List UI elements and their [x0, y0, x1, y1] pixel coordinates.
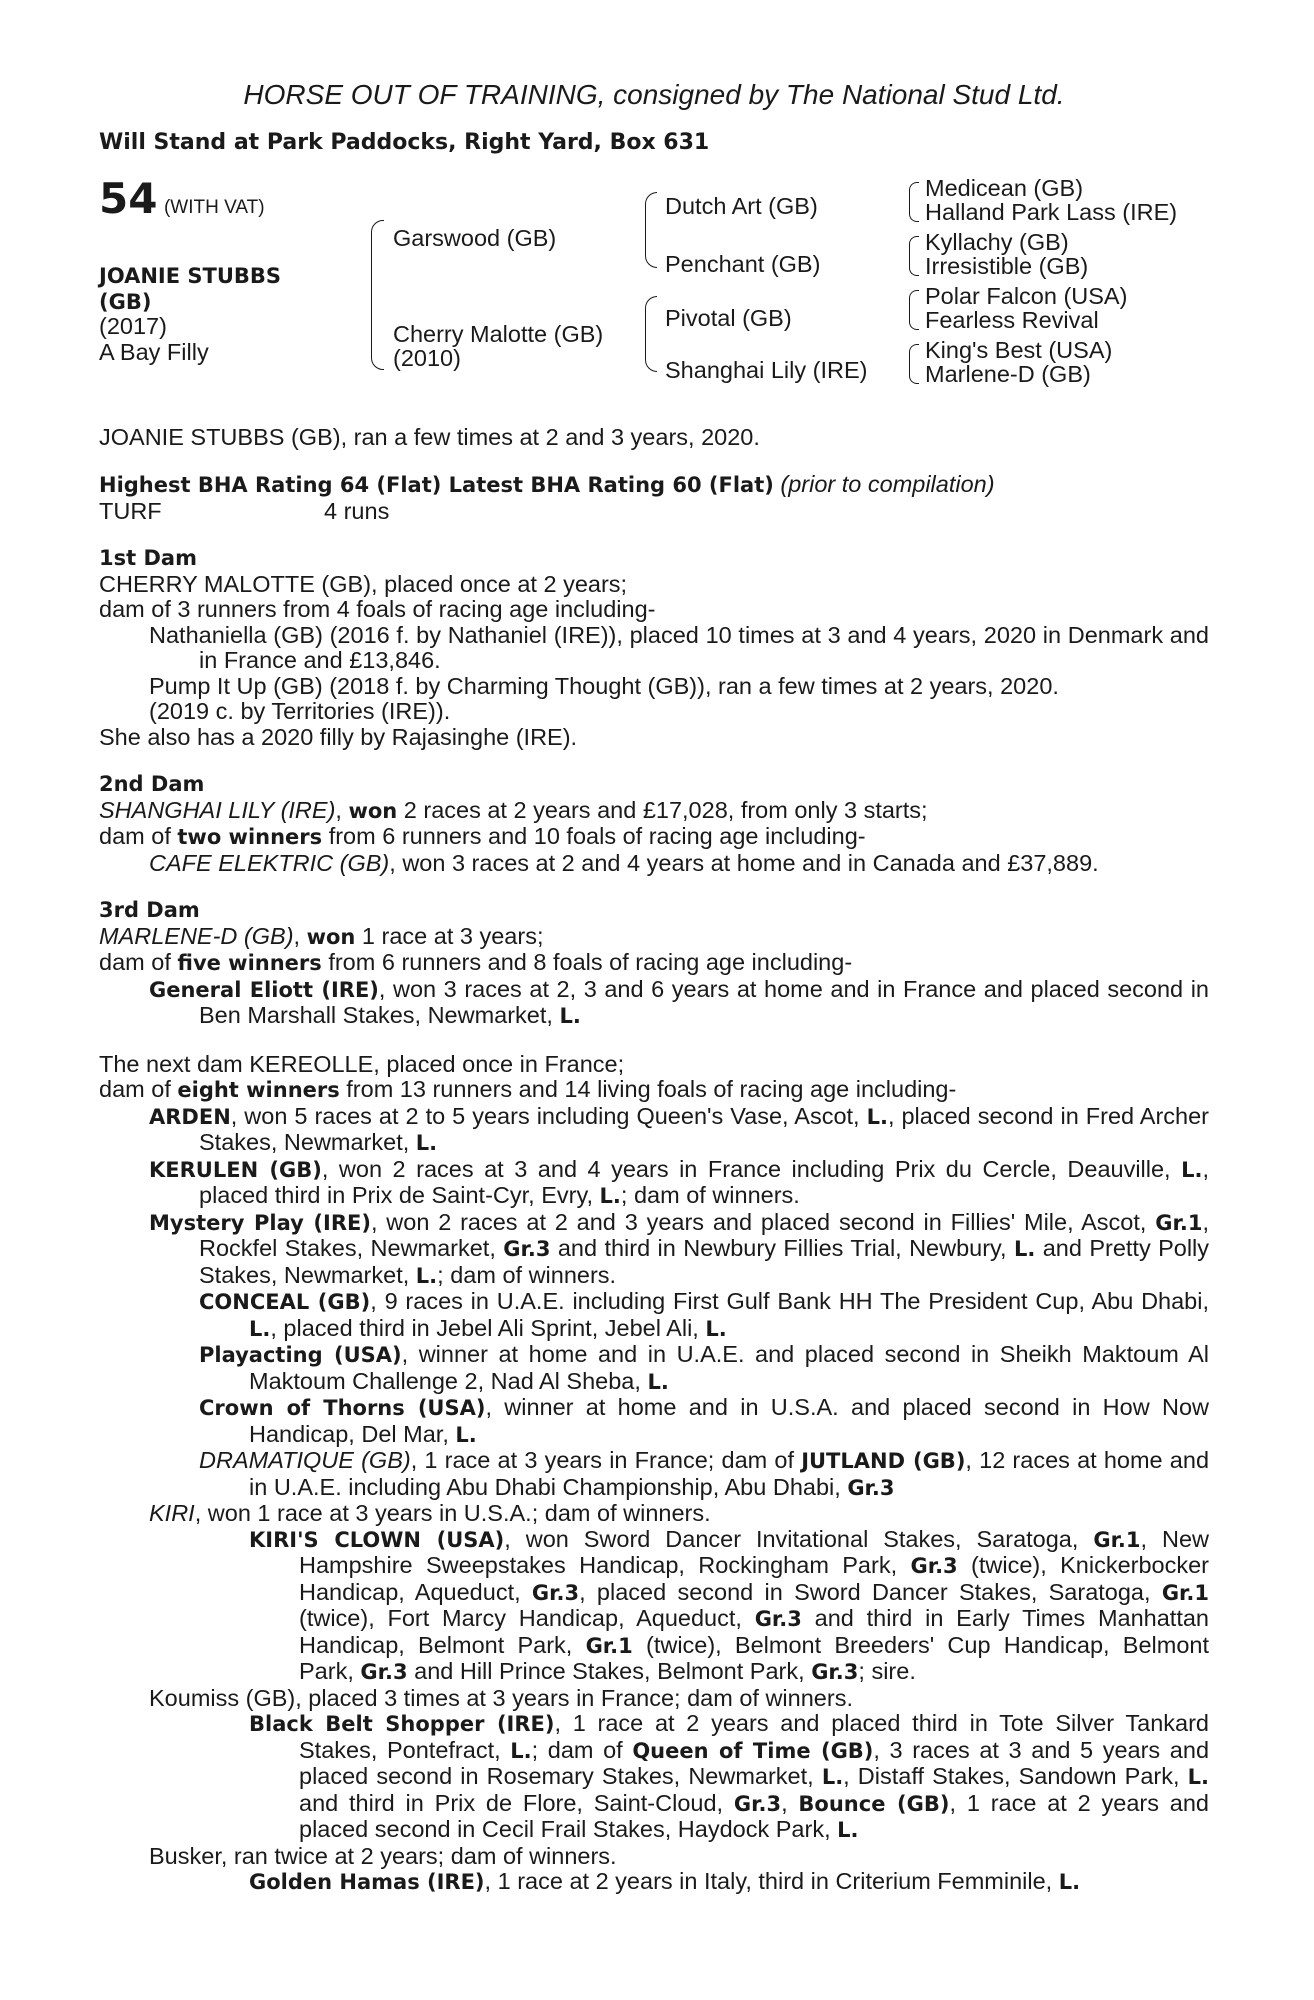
produce-entry: Nathaniella (GB) (2016 f. by Nathaniel (IRE)), placed 10 times at 3 and 4 years, 2020 in Denmark and in France and £13,846. [149, 621, 1209, 673]
consignor-header: HORSE OUT OF TRAINING, consigned by The National Stud Ltd. [243, 79, 1065, 110]
produce-entry: Koumiss (GB), placed 3 times at 3 years in France; dam of winners. [149, 1684, 853, 1711]
stand-location: Will Stand at Park Paddocks, Right Yard, Box 631 [99, 130, 710, 155]
pedigree-brace [909, 182, 919, 222]
ancestor: Kyllachy (GB) [925, 228, 1069, 255]
pedigree-brace [645, 296, 657, 372]
runs-line [99, 499, 1209, 525]
dam-line: SHANGHAI LILY (IRE), won 2 races at 2 years and £17,028, from only 3 starts; [99, 796, 928, 823]
pedigree-brace [909, 236, 919, 276]
produce-entry: KERULEN (GB), won 2 races at 3 and 4 years in France including Prix du Cercle, Deauville, L., placed third in Prix de Saint-Cyr, Evry, L.; dam of winners. [149, 1155, 1209, 1208]
lot-number: 54 [99, 173, 158, 223]
horse-origin: (GB) [99, 289, 152, 314]
sire-sire: Dutch Art (GB) [665, 192, 818, 219]
dam-line: dam of five winners from 6 runners and 8 foals of racing age including- [99, 949, 853, 975]
section-title: 2nd Dam [99, 772, 205, 796]
produce-entry: (2019 c. by Territories (IRE)). [149, 698, 451, 724]
produce-entry: CONCEAL (GB), 9 races in U.A.E. including First Gulf Bank HH The President Cup, Abu Dhabi, L., placed third in Jebel Ali Sprint, Jebel Ali, L. [199, 1288, 1209, 1341]
dam-year: (2010) [393, 344, 461, 371]
produce-entry: Playacting (USA), winner at home and in U.A.E. and placed second in Sheikh Maktoum Al Maktoum Challenge 2, Nad Al Sheba, L. [199, 1341, 1209, 1394]
section-title: 1st Dam [99, 546, 197, 570]
ratings-text: Highest BHA Rating 64 (Flat) Latest BHA Rating 60 (Flat) [99, 473, 774, 497]
runs-count: 4 runs [324, 497, 390, 524]
produce-entry: KIRI'S CLOWN (USA), won Sword Dancer Invitational Stakes, Saratoga, Gr.1, New Hampshire Sweepstakes Handicap, Rockingham Park, Gr.3 (twice), Knickerbocker Handicap, Aqueduct, Gr.3, placed second in Sword Dancer Stakes, Saratoga, Gr.1 (twice), Fort Marcy Handicap, Aqueduct, Gr.3 and third in Early Times Manhattan Handicap, Belmont Park, Gr.1 (twice), Belmont Breeders' Cup Handicap, Belmont Park, Gr.3 and Hill Prince Stakes, Belmont Park, Gr.3; sire. [249, 1525, 1210, 1684]
pedigree-brace [645, 192, 657, 268]
pedigree-brace [371, 220, 384, 370]
ancestor: Marlene-D (GB) [925, 360, 1091, 387]
ancestor: Fearless Revival [925, 306, 1099, 333]
section-title: 3rd Dam [99, 898, 200, 922]
dam-dam: Shanghai Lily (IRE) [665, 356, 868, 383]
ratings-line [99, 472, 1209, 499]
produce-entry: Black Belt Shopper (IRE), 1 race at 2 years and placed third in Tote Silver Tankard Stakes, Pontefract, L.; dam of Queen of Time (GB), 3 races at 3 and 5 years and placed second in Rosemary Stakes, Newmarket, L., Distaff Stakes, Sandown Park, L. and third in Prix de Flore, Saint-Cloud, Gr.3, Bounce (GB), 1 race at 2 years and placed second in Cecil Frail Stakes, Haydock Park, L. [249, 1710, 1210, 1842]
dam-line: CHERRY MALOTTE (GB), placed once at 2 years; [99, 570, 628, 597]
sire-dam: Penchant (GB) [665, 250, 821, 277]
produce-entry: DRAMATIQUE (GB), 1 race at 3 years in France; dam of JUTLAND (GB), 12 races at home and in U.A.E. including Abu Dhabi Championship, Abu Dhabi, Gr.3 [199, 1447, 1210, 1500]
dam-footnote: She also has a 2020 filly by Rajasinghe (IRE). [99, 723, 578, 750]
dam-line: MARLENE-D (GB), won 1 race at 3 years; [99, 922, 544, 949]
dam: Cherry Malotte (GB) [393, 320, 604, 347]
sire: Garswood (GB) [393, 224, 557, 251]
ancestor: Polar Falcon (USA) [925, 282, 1128, 309]
dam-line: dam of 3 runners from 4 foals of racing age including- [99, 596, 656, 622]
horse-description: A Bay Filly [99, 338, 209, 365]
produce-entry: CAFE ELEKTRIC (GB), won 3 races at 2 and 4 years at home and in Canada and £37,889. [149, 849, 1099, 876]
ancestor: Medicean (GB) [925, 174, 1084, 201]
dam-line: dam of two winners from 6 runners and 10 foals of racing age including- [99, 823, 866, 849]
horse-name: JOANIE STUBBS [99, 263, 282, 288]
pedigree-brace [909, 290, 919, 330]
surface: TURF [99, 497, 162, 524]
dam-sire: Pivotal (GB) [665, 304, 792, 331]
produce-entry: KIRI, won 1 race at 3 years in U.S.A.; dam of winners. [149, 1500, 711, 1526]
produce-entry: Busker, ran twice at 2 years; dam of winners. [149, 1842, 617, 1869]
ancestor: King's Best (USA) [925, 336, 1113, 363]
ratings-note: (prior to compilation) [780, 471, 995, 497]
produce-entry: Golden Hamas (IRE), 1 race at 2 years in Italy, third in Criterium Femminile, L. [249, 1868, 1081, 1894]
catalogue-page [99, 78, 1209, 1896]
dam-line: dam of eight winners from 13 runners and 14 living foals of racing age including- [99, 1076, 957, 1102]
produce-entry: Mystery Play (IRE), won 2 races at 2 and 3 years and placed second in Fillies' Mile, Ascot, Gr.1, Rockfel Stakes, Newmarket, Gr.3 and third in Newbury Fillies Trial, Newbury, L. and Pretty Polly Stakes, Newmarket, L.; dam of winners. [149, 1208, 1210, 1288]
pedigree-brace [909, 344, 919, 384]
produce-entry: ARDEN, won 5 races at 2 to 5 years including Queen's Vase, Ascot, L., placed second in Fred Archer Stakes, Newmarket, L. [149, 1102, 1210, 1155]
produce-entry: General Eliott (IRE), won 3 races at 2, 3 and 6 years at home and in France and placed second in Ben Marshall Stakes, Newmarket, L. [149, 975, 1209, 1028]
produce-entry: Pump It Up (GB) (2018 f. by Charming Thought (GB)), ran a few times at 2 years, 2020. [149, 672, 1059, 699]
ancestor: Halland Park Lass (IRE) [925, 198, 1178, 225]
ancestor: Irresistible (GB) [925, 252, 1089, 279]
horse-year: (2017) [99, 312, 167, 339]
lot-number-line [99, 173, 265, 223]
produce-entry: Crown of Thorns (USA), winner at home and in U.S.A. and placed second in How Now Handicap, Del Mar, L. [199, 1394, 1209, 1447]
vat-note: (WITH VAT) [163, 196, 265, 218]
pedigree-block [99, 173, 1209, 425]
race-summary: JOANIE STUBBS (GB), ran a few times at 2 and 3 years, 2020. [99, 423, 760, 450]
next-dam-line: The next dam KEREOLLE, placed once in France; [99, 1050, 625, 1077]
